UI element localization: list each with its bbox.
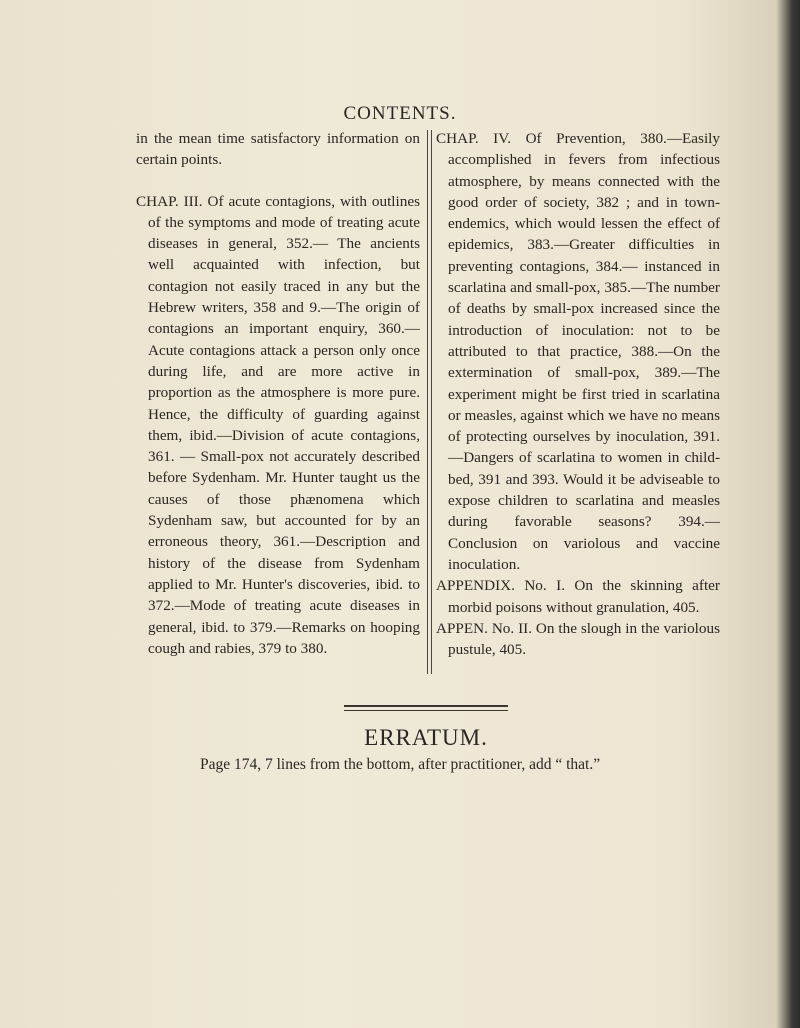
- erratum-heading: ERRATUM.: [364, 725, 488, 750]
- intro-paragraph: in the mean time satisfactory information on certain points.: [136, 130, 420, 169]
- left-column: [136, 128, 420, 679]
- appendix-1-entry: APPENDIX. No. I. On the skinning after morbid poisons without granulation, 405.: [436, 577, 720, 616]
- chapter-3-entry: CHAP. III. Of acute contagions, with outlines of the symptoms and mode of treating acute diseases in general, 352.— The ancients well acquainted with infection, but contagion not easily traced in any but the Hebrew writers, 358 and 9.—The origin of contagions an important enquiry, 360.—Acute contagions attack a person only once during life, and are more active in proportion as the atmosphere is more pure. Hence, the difficulty of guarding against them, ibid.—Division of acute contagions, 361. — Small-pox not accurately described before Sydenham. Mr. Hunter taught us the causes of those phænomena which Sydenham saw, but accounted for by an erroneous theory, 361.—Description and history of the disease from Sydenham applied to Mr. Hunter's discoveries, ibid. to 372.—Mode of treating acute diseases in general, ibid. to 379.—Remarks on hooping cough and rabies, 379 to 380.: [136, 192, 420, 657]
- column-divider: [427, 130, 432, 674]
- separator-rule-thin: [344, 710, 508, 711]
- separator-rule: [344, 705, 508, 707]
- page-title: CONTENTS.: [343, 103, 457, 124]
- erratum-text: Page 174, 7 lines from the bottom, after practitioner, add “ that.”: [200, 756, 601, 773]
- appendix-2-entry: APPEN. No. II. On the slough in the variolous pustule, 405.: [436, 619, 720, 659]
- right-column: [436, 128, 720, 680]
- chapter-4-entry: CHAP. IV. Of Prevention, 380.—Easily accomplished in fevers from infectious atmosphere, by means connected with the good order of society, 382 ; and in town-endemics, which would lessen the effect of epidemics, 383.—Greater difficulties in preventing contagions, 384.— instanced in scarlatina and small-pox, 385.—The number of deaths by small-pox increased since the introduction of inoculation: not to be attributed to that practice, 388.—On the extermination of small-pox, 389.—The experiment might be first tried in scarlatina or measles, against which we have no means of protecting ourselves by inoculation, 391.—Dangers of scarlatina to women in child-bed, 391 and 393. Would it be adviseable to expose children to scarlatina and measles during favorable seasons? 394.— Conclusion on variolous and vaccine inoculation.: [436, 130, 720, 573]
